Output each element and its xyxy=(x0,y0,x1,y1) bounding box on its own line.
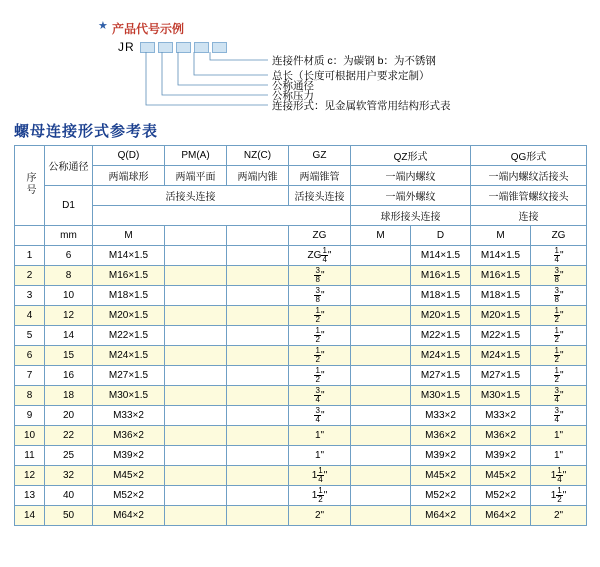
cell-gz: $\frac{1}{2}$ " xyxy=(289,326,351,346)
table-row xyxy=(15,466,587,486)
cell-qg-zg: $\frac{1}{2}$ " xyxy=(531,346,587,366)
cell-qg-m: M30×1.5 xyxy=(471,386,531,406)
cell-seq: 4 xyxy=(15,306,45,326)
cell-q-m: M39×2 xyxy=(93,446,165,466)
cell-qz-m xyxy=(351,326,411,346)
table-row xyxy=(15,506,587,526)
legend-title: 产品代号示例 xyxy=(112,22,185,36)
cell-gz: 1" xyxy=(289,426,351,446)
cell-dn: 22 xyxy=(45,426,93,446)
table-header-row xyxy=(15,166,587,186)
header-group-pm: PM(A) xyxy=(165,146,227,166)
header-d1: D1 xyxy=(45,186,93,226)
legend-item-nominal-pressure: 公称压力 xyxy=(272,90,314,102)
header-qz-ball: 球形接头连接 xyxy=(351,206,471,226)
unit-gz: ZG xyxy=(289,226,351,246)
unit-nz xyxy=(227,226,289,246)
cell-gz: ZG $\frac{1}{4}$ " xyxy=(289,246,351,266)
legend-item-nominal-diameter: 公称通径 xyxy=(272,80,314,92)
cell-qg-zg: 1 $\frac{1}{2}$ " xyxy=(531,486,587,506)
header-qg-thread: 一端锥管螺纹接头 xyxy=(471,186,587,206)
cell-qg-m: M14×1.5 xyxy=(471,246,531,266)
cell-pm xyxy=(165,506,227,526)
cell-qg-zg: $\frac{1}{2}$ " xyxy=(531,326,587,346)
cell-qg-zg: 2" xyxy=(531,506,587,526)
header-nz-desc: 两端内锥 xyxy=(227,166,289,186)
cell-qz-m xyxy=(351,386,411,406)
cell-q-m: M18×1.5 xyxy=(93,286,165,306)
header-qg-desc: 一端内螺纹活接头 xyxy=(471,166,587,186)
header-qz-thread: 一端外螺纹 xyxy=(351,186,471,206)
cell-gz: 2" xyxy=(289,506,351,526)
cell-gz: $\frac{3}{8}$ " xyxy=(289,266,351,286)
cell-qg-zg: 1" xyxy=(531,426,587,446)
cell-gz: 1 $\frac{1}{4}$ " xyxy=(289,466,351,486)
cell-q-m: M33×2 xyxy=(93,406,165,426)
header-union-connection: 活接头连接 xyxy=(93,186,289,206)
cell-gz: $\frac{1}{2}$ " xyxy=(289,306,351,326)
unit-qg-m: M xyxy=(471,226,531,246)
cell-qz-d: M39×2 xyxy=(411,446,471,466)
unit-seq xyxy=(15,226,45,246)
cell-seq: 12 xyxy=(15,466,45,486)
cell-nz xyxy=(227,306,289,326)
legend-item-connection-type: 连接形式：见金属软管常用结构形式表 xyxy=(272,100,451,112)
table-header-row xyxy=(15,206,587,226)
cell-dn: 8 xyxy=(45,266,93,286)
table-row xyxy=(15,306,587,326)
table-row xyxy=(15,366,587,386)
cell-dn: 15 xyxy=(45,346,93,366)
cell-dn: 14 xyxy=(45,326,93,346)
cell-pm xyxy=(165,426,227,446)
cell-qz-m xyxy=(351,346,411,366)
cell-qg-zg: $\frac{3}{8}$ " xyxy=(531,266,587,286)
cell-qz-m xyxy=(351,426,411,446)
unit-mm: mm xyxy=(45,226,93,246)
cell-seq: 10 xyxy=(15,426,45,446)
cell-qz-d: M14×1.5 xyxy=(411,246,471,266)
cell-seq: 3 xyxy=(15,286,45,306)
cell-nz xyxy=(227,426,289,446)
cell-dn: 40 xyxy=(45,486,93,506)
cell-qz-d: M24×1.5 xyxy=(411,346,471,366)
unit-qz-m: M xyxy=(351,226,411,246)
cell-qz-d: M22×1.5 xyxy=(411,326,471,346)
cell-pm xyxy=(165,366,227,386)
table-header-row xyxy=(15,146,587,166)
table-row xyxy=(15,386,587,406)
cell-qg-zg: $\frac{3}{8}$ " xyxy=(531,286,587,306)
cell-pm xyxy=(165,486,227,506)
cell-q-m: M52×2 xyxy=(93,486,165,506)
header-q-desc: 两端球形 xyxy=(93,166,165,186)
cell-qz-m xyxy=(351,266,411,286)
cell-q-m: M20×1.5 xyxy=(93,306,165,326)
cell-seq: 6 xyxy=(15,346,45,366)
cell-gz: 1 $\frac{1}{2}$ " xyxy=(289,486,351,506)
table-row xyxy=(15,446,587,466)
cell-qz-d: M20×1.5 xyxy=(411,306,471,326)
cell-qg-m: M64×2 xyxy=(471,506,531,526)
cell-dn: 20 xyxy=(45,406,93,426)
cell-qg-zg: $\frac{1}{2}$ " xyxy=(531,366,587,386)
cell-nz xyxy=(227,366,289,386)
cell-seq: 8 xyxy=(15,386,45,406)
cell-qz-d: M36×2 xyxy=(411,426,471,446)
cell-qz-m xyxy=(351,246,411,266)
header-gz-desc: 两端锥管 xyxy=(289,166,351,186)
unit-q-m: M xyxy=(93,226,165,246)
header-group-nz: NZ(C) xyxy=(227,146,289,166)
cell-gz: $\frac{3}{8}$ " xyxy=(289,286,351,306)
cell-gz: $\frac{1}{2}$ " xyxy=(289,346,351,366)
unit-pm xyxy=(165,226,227,246)
code-prefix: JR xyxy=(118,40,135,54)
product-code-legend xyxy=(0,0,600,118)
cell-qz-d: M30×1.5 xyxy=(411,386,471,406)
cell-nz xyxy=(227,386,289,406)
cell-qz-d: M33×2 xyxy=(411,406,471,426)
cell-q-m: M24×1.5 xyxy=(93,346,165,366)
cell-qg-m: M45×2 xyxy=(471,466,531,486)
table-row xyxy=(15,406,587,426)
cell-qg-zg: $\frac{3}{4}$ " xyxy=(531,406,587,426)
cell-q-m: M16×1.5 xyxy=(93,266,165,286)
cell-qg-zg: $\frac{3}{4}$ " xyxy=(531,386,587,406)
header-dn: 公称通径 xyxy=(45,146,93,186)
cell-seq: 11 xyxy=(15,446,45,466)
header-pm-desc: 两端平面 xyxy=(165,166,227,186)
cell-qz-d: M64×2 xyxy=(411,506,471,526)
unit-qz-d: D xyxy=(411,226,471,246)
cell-pm xyxy=(165,466,227,486)
cell-pm xyxy=(165,286,227,306)
cell-dn: 32 xyxy=(45,466,93,486)
header-seq: 序号 xyxy=(15,146,45,226)
legend-item-length: 总长（长度可根据用户要求定制） xyxy=(272,70,430,82)
cell-seq: 5 xyxy=(15,326,45,346)
cell-qg-zg: $\frac{1}{4}$ " xyxy=(531,246,587,266)
cell-qz-m xyxy=(351,286,411,306)
cell-pm xyxy=(165,326,227,346)
star-icon: ★ xyxy=(98,20,108,32)
cell-qg-m: M20×1.5 xyxy=(471,306,531,326)
table-row xyxy=(15,486,587,506)
table-header-row xyxy=(15,186,587,206)
cell-q-m: M64×2 xyxy=(93,506,165,526)
cell-qg-m: M27×1.5 xyxy=(471,366,531,386)
table-unit-row xyxy=(15,226,587,246)
cell-qz-m xyxy=(351,506,411,526)
cell-qz-m xyxy=(351,486,411,506)
cell-gz: $\frac{3}{4}$ " xyxy=(289,406,351,426)
cell-pm xyxy=(165,406,227,426)
cell-dn: 18 xyxy=(45,386,93,406)
cell-qz-d: M45×2 xyxy=(411,466,471,486)
cell-seq: 1 xyxy=(15,246,45,266)
header-qg-link: 连接 xyxy=(471,206,587,226)
header-qz-desc: 一端内螺纹 xyxy=(351,166,471,186)
cell-qg-zg: 1 $\frac{1}{4}$ " xyxy=(531,466,587,486)
header-group-qz: QZ形式 xyxy=(351,146,471,166)
cell-q-m: M45×2 xyxy=(93,466,165,486)
cell-seq: 9 xyxy=(15,406,45,426)
cell-gz: 1" xyxy=(289,446,351,466)
cell-pm xyxy=(165,246,227,266)
cell-qg-m: M39×2 xyxy=(471,446,531,466)
unit-qg-zg: ZG xyxy=(531,226,587,246)
cell-qz-d: M18×1.5 xyxy=(411,286,471,306)
cell-dn: 50 xyxy=(45,506,93,526)
cell-dn: 16 xyxy=(45,366,93,386)
cell-q-m: M30×1.5 xyxy=(93,386,165,406)
cell-q-m: M36×2 xyxy=(93,426,165,446)
cell-qz-m xyxy=(351,446,411,466)
header-spacer xyxy=(93,206,351,226)
cell-qz-d: M27×1.5 xyxy=(411,366,471,386)
table-row xyxy=(15,286,587,306)
cell-qz-m xyxy=(351,306,411,326)
table-row xyxy=(15,426,587,446)
cell-gz: $\frac{1}{2}$ " xyxy=(289,366,351,386)
cell-seq: 2 xyxy=(15,266,45,286)
cell-pm xyxy=(165,266,227,286)
cell-qg-m: M16×1.5 xyxy=(471,266,531,286)
cell-qg-m: M24×1.5 xyxy=(471,346,531,366)
cell-seq: 7 xyxy=(15,366,45,386)
cell-dn: 10 xyxy=(45,286,93,306)
header-group-gz: GZ xyxy=(289,146,351,166)
cell-dn: 25 xyxy=(45,446,93,466)
cell-qz-d: M16×1.5 xyxy=(411,266,471,286)
cell-qg-m: M18×1.5 xyxy=(471,286,531,306)
header-group-qg: QG形式 xyxy=(471,146,587,166)
cell-qg-zg: $\frac{1}{2}$ " xyxy=(531,306,587,326)
cell-pm xyxy=(165,306,227,326)
spec-table xyxy=(14,145,587,526)
table-heading: 螺母连接形式参考表 xyxy=(14,123,159,140)
cell-nz xyxy=(227,346,289,366)
cell-qg-zg: 1" xyxy=(531,446,587,466)
cell-nz xyxy=(227,466,289,486)
cell-qz-m xyxy=(351,466,411,486)
cell-gz: $\frac{3}{4}$ " xyxy=(289,386,351,406)
header-gz-connection: 活接头连接 xyxy=(289,186,351,206)
table-row xyxy=(15,266,587,286)
cell-nz xyxy=(227,266,289,286)
table-row xyxy=(15,346,587,366)
legend-item-material: 连接件材质 c：为碳钢 b：为不锈钢 xyxy=(272,55,436,67)
table-row xyxy=(15,326,587,346)
cell-qg-m: M33×2 xyxy=(471,406,531,426)
cell-q-m: M14×1.5 xyxy=(93,246,165,266)
cell-dn: 12 xyxy=(45,306,93,326)
cell-nz xyxy=(227,326,289,346)
cell-qg-m: M52×2 xyxy=(471,486,531,506)
cell-qz-m xyxy=(351,366,411,386)
table-row xyxy=(15,246,587,266)
cell-pm xyxy=(165,386,227,406)
cell-seq: 13 xyxy=(15,486,45,506)
cell-qz-d: M52×2 xyxy=(411,486,471,506)
cell-nz xyxy=(227,486,289,506)
cell-qg-m: M22×1.5 xyxy=(471,326,531,346)
cell-q-m: M27×1.5 xyxy=(93,366,165,386)
cell-qg-m: M36×2 xyxy=(471,426,531,446)
cell-dn: 6 xyxy=(45,246,93,266)
cell-nz xyxy=(227,246,289,266)
cell-nz xyxy=(227,406,289,426)
cell-nz xyxy=(227,286,289,306)
cell-nz xyxy=(227,506,289,526)
cell-nz xyxy=(227,446,289,466)
cell-q-m: M22×1.5 xyxy=(93,326,165,346)
cell-qz-m xyxy=(351,406,411,426)
cell-pm xyxy=(165,446,227,466)
header-group-q: Q(D) xyxy=(93,146,165,166)
cell-seq: 14 xyxy=(15,506,45,526)
cell-pm xyxy=(165,346,227,366)
